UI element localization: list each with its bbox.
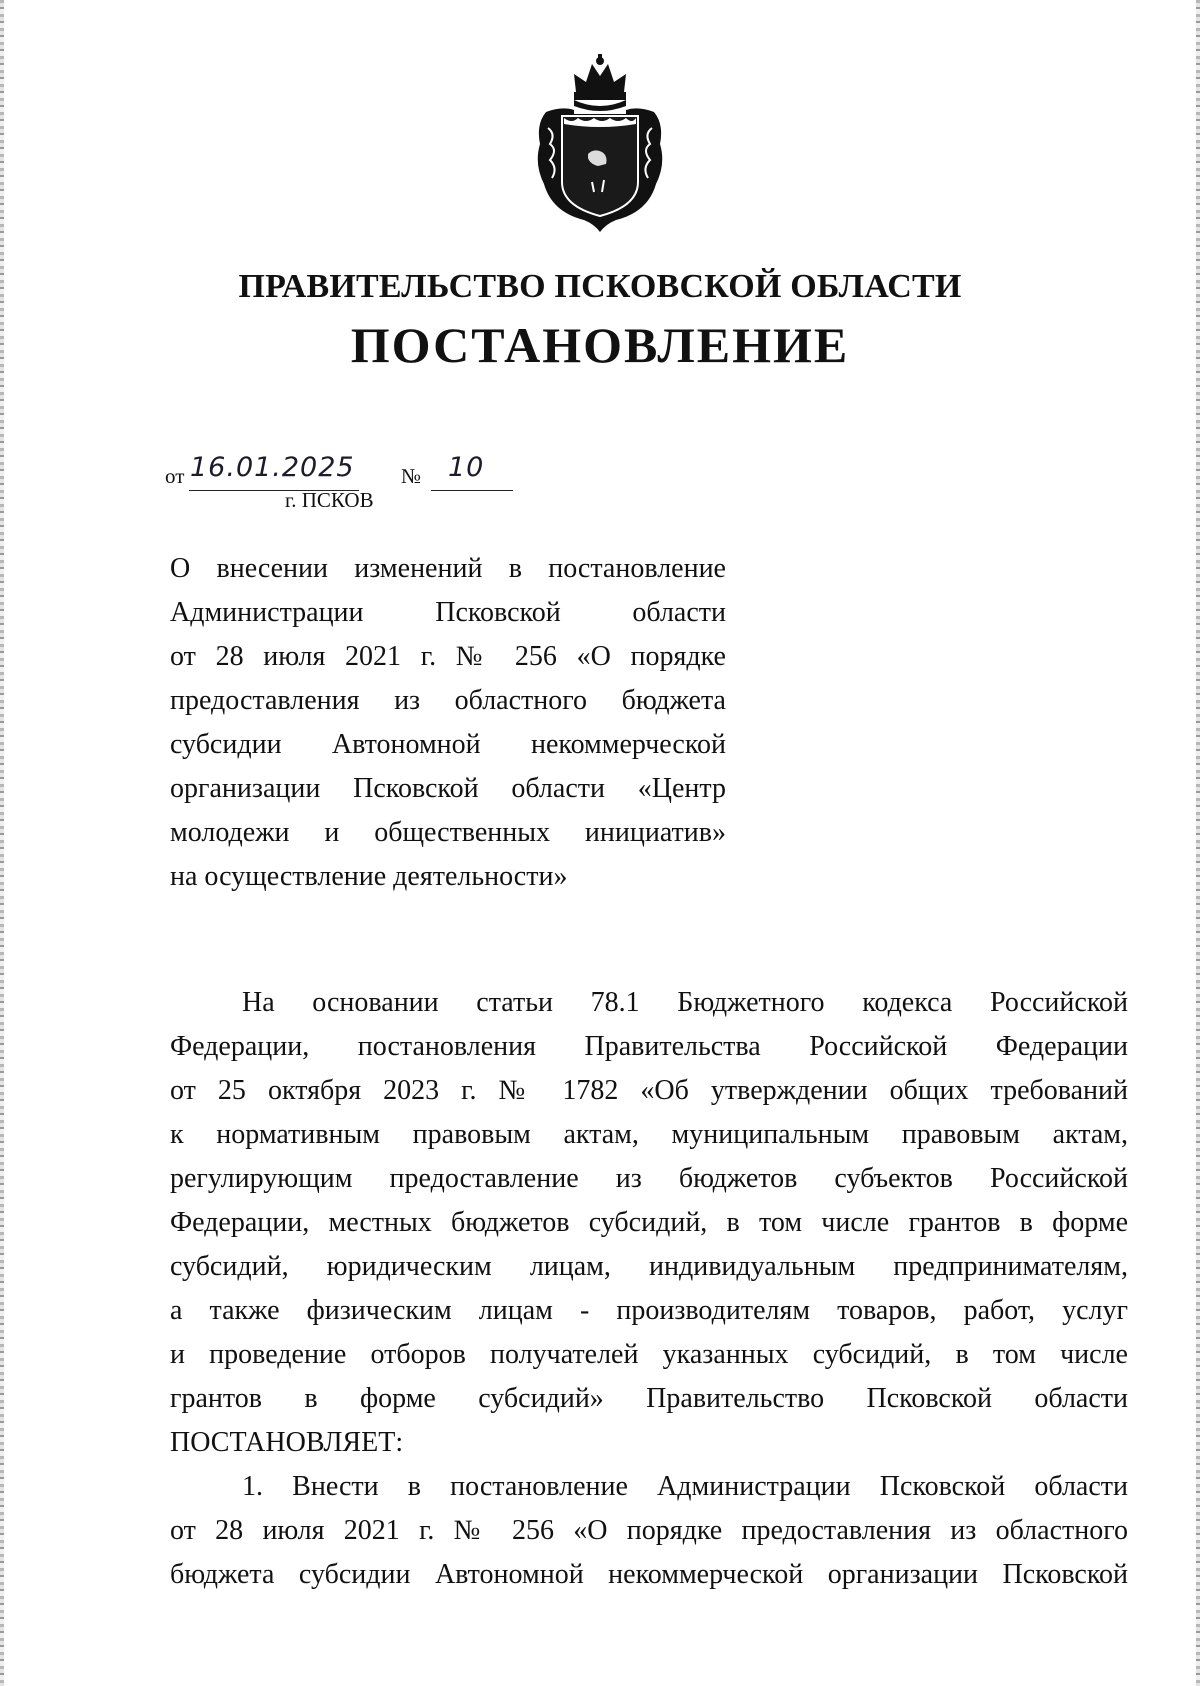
body-line: грантов в форме субсидий» Правительство Псковской области bbox=[170, 1383, 1128, 1414]
body-line: от 25 октября 2023 г. № 1782 «Об утверждении общих требований bbox=[170, 1075, 1128, 1106]
subject-line: на осуществление деятельности» bbox=[170, 861, 568, 892]
body-line: Федерации, постановления Правительства Российской Федерации bbox=[170, 1031, 1128, 1062]
body-line: Федерации, местных бюджетов субсидий, в том числе грантов в форме bbox=[170, 1207, 1128, 1238]
subject-line: О внесении изменений в постановление bbox=[170, 553, 726, 584]
scan-edge-left bbox=[0, 0, 4, 1686]
body-line: бюджета субсидии Автономной некоммерческой организации Псковской bbox=[170, 1559, 1128, 1590]
document-date: 16.01.2025 bbox=[190, 452, 355, 483]
subject-line: субсидии Автономной некоммерческой bbox=[170, 729, 726, 760]
body-line: и проведение отборов получателей указанных субсидий, в том числе bbox=[170, 1339, 1128, 1370]
document-number: 10 bbox=[448, 452, 485, 483]
number-prefix: № bbox=[401, 464, 422, 488]
government-title: ПРАВИТЕЛЬСТВО ПСКОВСКОЙ ОБЛАСТИ bbox=[238, 268, 962, 305]
subject-line: от 28 июля 2021 г. № 256 «О порядке bbox=[170, 641, 726, 672]
document-subject bbox=[170, 547, 726, 899]
subject-line: Администрации Псковской области bbox=[170, 597, 726, 628]
body-line: 1. Внести в постановление Администрации Псковской области bbox=[242, 1471, 1128, 1502]
date-number-block bbox=[165, 452, 565, 516]
date-prefix: от bbox=[165, 464, 185, 488]
city-name: г. ПСКОВ bbox=[285, 488, 374, 512]
body-line: На основании статьи 78.1 Бюджетного кодекса Российской bbox=[242, 987, 1128, 1018]
body-line: от 28 июля 2021 г. № 256 «О порядке предоставления из областного bbox=[170, 1515, 1128, 1546]
scan-edge-right bbox=[1196, 0, 1200, 1686]
subject-line: предоставления из областного бюджета bbox=[170, 685, 726, 716]
document-type: ПОСТАНОВЛЕНИЕ bbox=[350, 317, 850, 373]
body-line: к нормативным правовым актам, муниципальным правовым актам, bbox=[170, 1119, 1128, 1150]
body-line: субсидий, юридическим лицам, индивидуальным предпринимателям, bbox=[170, 1251, 1128, 1282]
pskov-coat-of-arms-icon bbox=[528, 54, 672, 234]
body-line: регулирующим предоставление из бюджетов субъектов Российской bbox=[170, 1163, 1128, 1194]
subject-line: молодежи и общественных инициатив» bbox=[170, 817, 726, 848]
body-line: а также физическим лицам - производителям товаров, работ, услуг bbox=[170, 1295, 1128, 1326]
subject-line: организации Псковской области «Центр bbox=[170, 773, 726, 804]
body-line-resolves: ПОСТАНОВЛЯЕТ: bbox=[170, 1427, 404, 1458]
number-underline bbox=[431, 490, 513, 491]
document-body bbox=[170, 981, 1128, 1597]
